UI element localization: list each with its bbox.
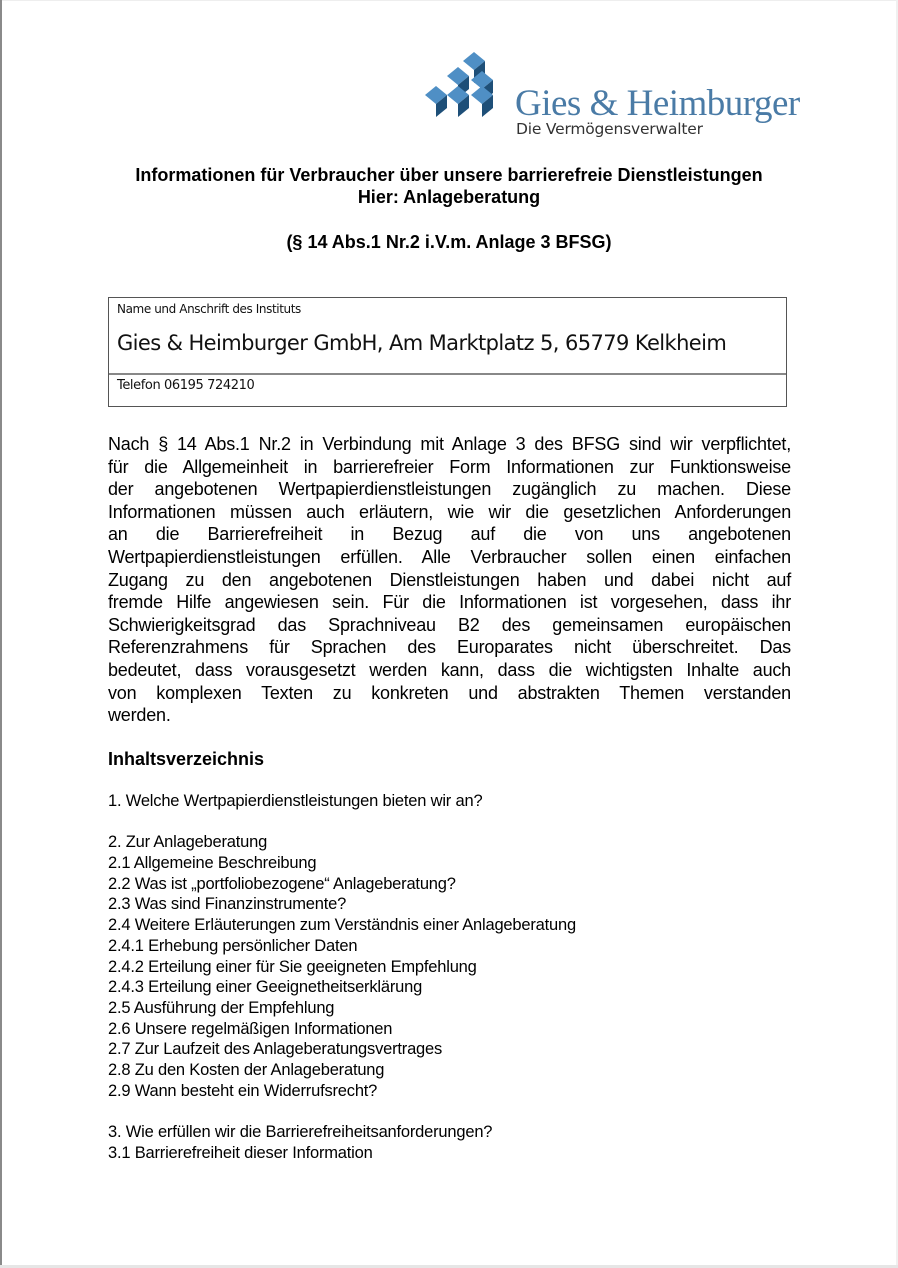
institute-divider: [109, 373, 786, 375]
intro-paragraph: [108, 433, 791, 727]
intro-line: Schwierigkeitsgrad das Sprachniveau B2 des gemeinsamen europäischen: [108, 614, 791, 635]
toc-spacer: [108, 1101, 576, 1122]
institute-label: Name und Anschrift des Instituts: [117, 302, 301, 316]
page-edge-left: [0, 0, 2, 1268]
toc-item: 2.3 Was sind Finanzinstrumente?: [108, 895, 347, 914]
intro-line: Zugang zu den angebotenen Dienstleistungen haben und dabei nicht auf: [108, 569, 791, 590]
toc-item: 2.4 Weitere Erläuterungen zum Verständnis einer Anlageberatung: [108, 916, 576, 935]
logo-tagline: Die Vermögensverwalter: [516, 120, 703, 138]
intro-line: werden.: [108, 705, 171, 726]
toc-item: 2.5 Ausführung der Empfehlung: [108, 998, 335, 1017]
document-subtitle: Hier: Anlageberatung: [357, 187, 541, 207]
company-logo: [425, 52, 805, 142]
stacked-cubes-icon: [425, 52, 517, 124]
toc-item: 2.4.3 Erteilung einer Geeignetheitserklärung: [108, 978, 423, 997]
toc-item: 2.9 Wann besteht ein Widerrufsrecht?: [108, 1081, 378, 1100]
toc-item: 2.4.1 Erhebung persönlicher Daten: [108, 936, 358, 955]
intro-line: für die Allgemeinheit in barrierefreier Form Informationen zur Funktionsweise: [108, 456, 791, 477]
intro-line: Referenzrahmens für Sprachen des Europarates nicht überschreitet. Das: [108, 637, 791, 658]
toc-item: 2. Zur Anlageberatung: [108, 833, 268, 852]
intro-line: fremde Hilfe angewiesen sein. Für die Informationen ist vorgesehen, dass ihr: [108, 592, 791, 613]
intro-line: an die Barrierefreiheit in Bezug auf die von uns angebotenen: [108, 524, 791, 545]
intro-line: Nach § 14 Abs.1 Nr.2 in Verbindung mit Anlage 3 des BFSG sind wir verpflichtet,: [108, 434, 791, 454]
intro-line: Informationen müssen auch erläutern, wie wir die gesetzlichen Anforderungen: [108, 501, 791, 522]
intro-line: Wertpapierdienstleistungen erfüllen. Alle Verbraucher sollen einen einfachen: [108, 546, 791, 567]
toc-item: 1. Welche Wertpapierdienstleistungen bieten wir an?: [108, 792, 483, 810]
toc-item: 2.7 Zur Laufzeit des Anlageberatungsvertrages: [108, 1040, 443, 1059]
logo-company-name: Gies & Heimburger: [515, 83, 800, 124]
toc-item: 2.6 Unsere regelmäßigen Informationen: [108, 1019, 393, 1038]
toc-item: 3. Wie erfüllen wir die Barrierefreiheitsanforderungen?: [108, 1123, 493, 1141]
toc-item: 3.1 Barrierefreiheit dieser Information: [108, 1143, 373, 1162]
page-edge-top: [2, 0, 898, 1]
intro-line: bedeutet, dass vorausgesetzt werden kann, dass die wichtigsten Inhalte auch: [108, 659, 791, 680]
legal-reference: (§ 14 Abs.1 Nr.2 i.V.m. Anlage 3 BFSG): [286, 232, 612, 252]
toc-item: 2.4.2 Erteilung einer für Sie geeigneten Empfehlung: [108, 957, 477, 976]
toc-item: 2.1 Allgemeine Beschreibung: [108, 854, 317, 873]
toc-item: 2.8 Zu den Kosten der Anlageberatung: [108, 1060, 385, 1079]
toc-spacer: [108, 812, 576, 833]
intro-line: von komplexen Texten zu konkreten und abstrakten Themen verstanden: [108, 682, 791, 703]
toc-item: 2.2 Was ist „portfoliobezogene“ Anlageberatung?: [108, 874, 456, 893]
institute-phone: Telefon 06195 724210: [117, 378, 255, 393]
toc-heading: Inhaltsverzeichnis: [108, 749, 265, 769]
document-title: Informationen für Verbraucher über unsere barrierefreie Dienstleistungen: [135, 165, 763, 185]
institute-info-box: [108, 297, 787, 407]
intro-line: der angebotenen Wertpapierdienstleistungen zugänglich zu machen. Diese: [108, 479, 791, 500]
table-of-contents: [108, 791, 576, 1163]
institute-address: Gies & Heimburger GmbH, Am Marktplatz 5, 65779 Kelkheim: [117, 331, 727, 355]
